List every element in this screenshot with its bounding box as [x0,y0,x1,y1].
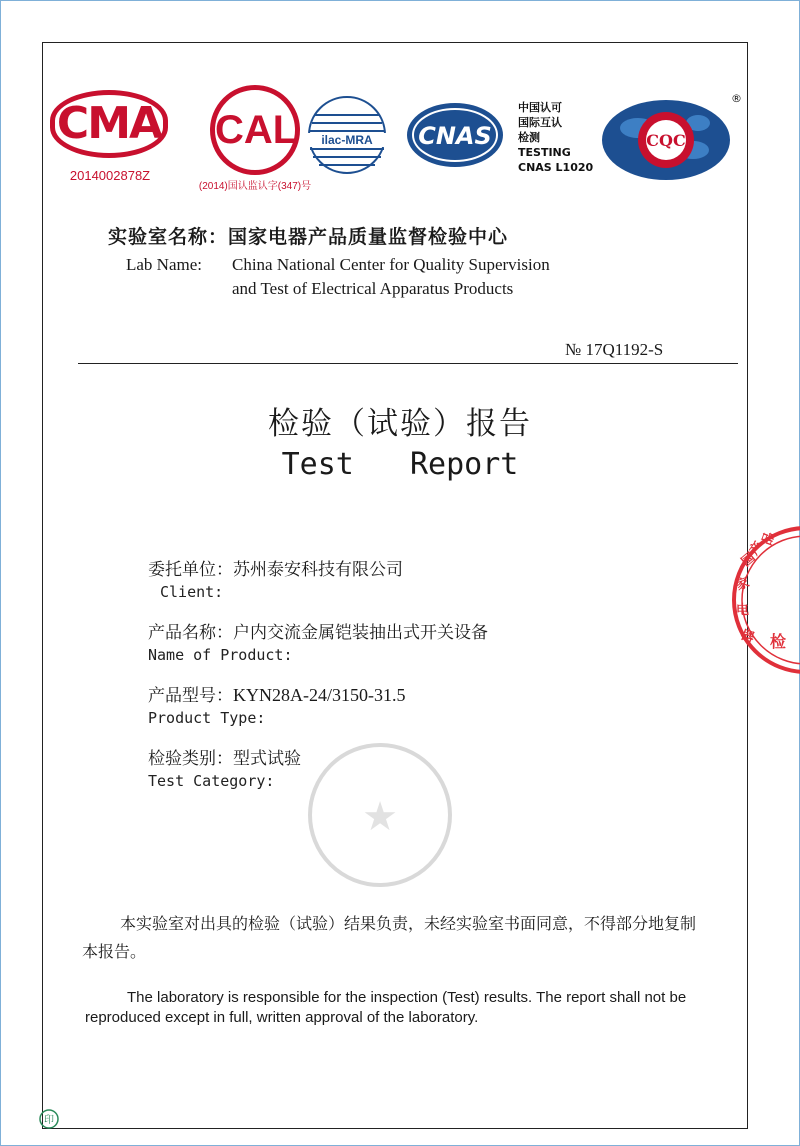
report-number [565,340,663,360]
cal-code: (2014)国认监认字(347)号 [198,181,312,192]
cnas-line: 国际互认 [518,116,562,129]
field-value: 型式试验 [233,749,301,769]
svg-text:★: ★ [362,794,398,840]
svg-text:家: 家 [734,575,752,594]
field-value: 户内交流金属铠装抽出式开关设备 [233,623,488,643]
cqc-mark: CQC [646,131,686,150]
ilac-text: ilac-MRA [321,133,373,147]
notice-en: The laboratory is responsible for the inspection (Test) results. The report shall not be reproduced except in full, written approval of the laboratory. [85,989,687,1026]
cnas-line: 中国认可 [518,101,562,114]
field-client [148,555,708,618]
faint-seal-stamp [300,735,460,895]
cma-mark: CMA [50,90,168,158]
ilac-mra-logo [305,93,390,178]
field-label-cn: 委托单位： [148,560,233,580]
field-label-en: Product Type: [148,709,266,727]
svg-text:器: 器 [738,627,756,647]
cma-logo [50,90,170,183]
cqc-logo [598,88,743,188]
cal-mark: CAL [210,85,300,175]
cnas-line: 检测 [518,131,540,144]
lab-name-cn-value: 国家电器产品质量监督检验中心 [228,226,509,248]
cnas-line: CNAS L1020 [518,161,594,174]
lab-name-en [108,253,550,301]
svg-text:产: 产 [746,539,767,559]
svg-text:印: 印 [44,1115,54,1126]
lab-name-cn [108,222,550,249]
cnas-line: TESTING [518,146,571,159]
notice-cn: 本实验室对出具的检验（试验）结果负责，未经实验室书面同意，不得部分地复制本报告。 [82,914,697,961]
number-symbol: № [565,340,582,359]
lab-name-en-line1: China National Center for Quality Supervision [232,255,550,274]
accreditation-logos [50,85,750,195]
registered-mark: ® [731,92,742,105]
svg-text:国: 国 [738,550,759,571]
field-label-en: Client: [160,583,224,601]
svg-text:品: 品 [759,530,779,548]
lab-name-block [108,222,550,301]
title-cn: 检验（试验）报告 [268,406,532,442]
field-value: 苏州泰安科技有限公司 [233,560,403,580]
cnas-accreditation-text [518,100,608,175]
red-seal-stamp [728,522,800,677]
cal-logo [190,85,320,192]
field-label-cn: 检验类别： [148,749,233,769]
field-label-en: Test Category: [148,772,275,790]
report-number-value: 17Q1192-S [585,340,664,359]
svg-text:检: 检 [770,632,787,651]
field-label-cn: 产品型号： [148,686,233,706]
lab-name-cn-label: 实验室名称： [108,226,229,248]
svg-text:电: 电 [736,603,750,618]
cnas-logo [405,100,505,170]
cnas-mark: CNAS [418,122,492,150]
divider [78,363,738,364]
lab-name-en-label: Lab Name: [126,255,202,274]
field-label-en: Name of Product: [148,646,293,664]
cma-code: 2014002878Z [69,168,151,183]
print-mark-icon [38,1108,60,1130]
lab-name-en-line2: and Test of Electrical Apparatus Products [232,279,514,298]
field-value: KYN28A-24/3150-31.5 [233,685,406,705]
title-en: Test Report [281,447,519,482]
field-product-name [148,618,708,681]
field-label-cn: 产品名称： [148,623,233,643]
